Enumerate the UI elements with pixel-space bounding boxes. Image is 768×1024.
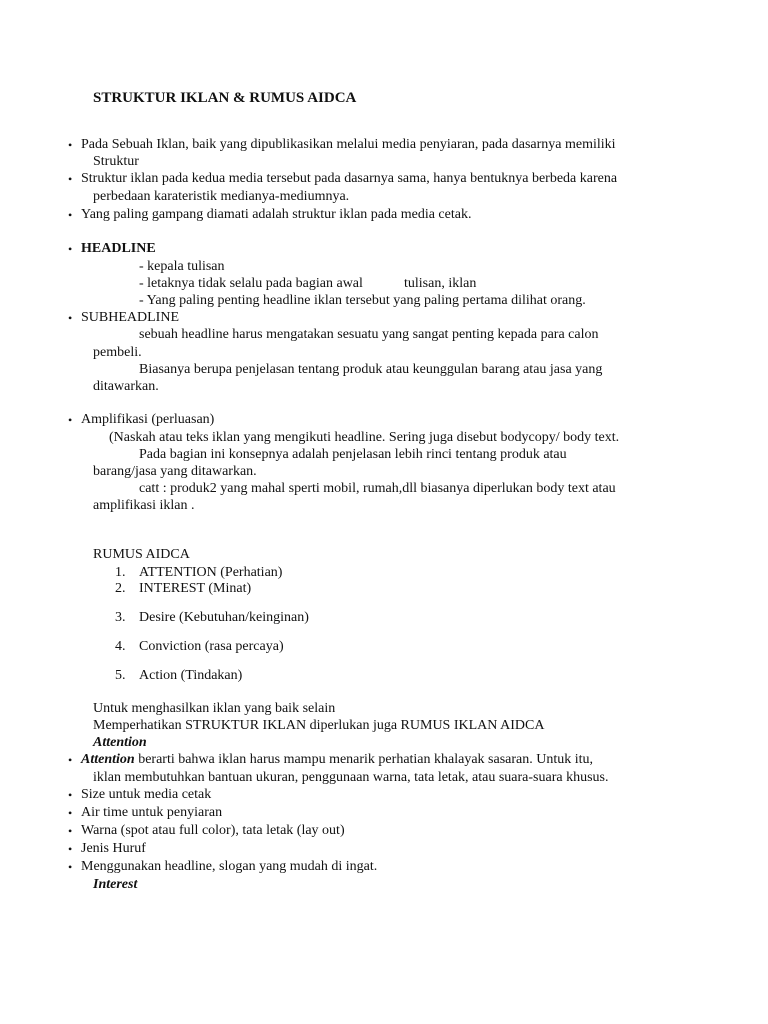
rumus-item-text: Action (Tindakan) [139, 668, 243, 683]
subheadline-p1-line-1: sebuah headline harus mengatakan sesuatu yang sangat penting kepada para calon [139, 327, 599, 342]
rumus-item-number: 1. [115, 565, 126, 580]
attention-emphasis: Attention [81, 752, 135, 767]
bullet-marker: • [68, 138, 73, 152]
rumus-item-text: ATTENTION (Perhatian) [139, 565, 283, 580]
page-title: STRUKTUR IKLAN & RUMUS AIDCA [93, 90, 357, 106]
interest-heading: Interest [93, 877, 138, 892]
subheadline-p2-line-2: ditawarkan. [93, 379, 159, 394]
amplifikasi-line-3: barang/jasa yang ditawarkan. [93, 464, 257, 479]
rumus-item-number: 2. [115, 581, 126, 596]
bullet-marker: • [68, 413, 73, 427]
intro-bullet-1-line-2: Struktur [93, 154, 139, 169]
rumus-item-number: 3. [115, 610, 126, 625]
attention-bullet-1-line-2: iklan membutuhkan bantuan ukuran, penggunaan warna, tata letak, atau suara-suara khusus. [93, 770, 609, 785]
headline-label: HEADLINE [81, 241, 156, 256]
bullet-marker: • [68, 753, 73, 767]
attention-bullet-6: Menggunakan headline, slogan yang mudah di ingat. [81, 859, 378, 874]
subheadline-p2-line-1: Biasanya berupa penjelasan tentang produk atau keunggulan barang atau jasa yang [139, 362, 603, 377]
amplifikasi-line-2: Pada bagian ini konsepnya adalah penjelasan lebih rinci tentang produk atau [139, 447, 567, 462]
attention-bullet-2: Size untuk media cetak [81, 787, 212, 802]
bullet-marker: • [68, 208, 73, 222]
bullet-marker: • [68, 788, 73, 802]
rumus-item-number: 5. [115, 668, 126, 683]
headline-item-3: - Yang paling penting headline iklan tersebut yang paling pertama dilihat orang. [139, 293, 586, 308]
subheadline-label: SUBHEADLINE [81, 310, 179, 325]
attention-bullet-5: Jenis Huruf [81, 841, 146, 856]
bullet-marker: • [68, 172, 73, 186]
rumus-item-number: 4. [115, 639, 126, 654]
intro-bullet-2-line-2: perbedaan karateristik medianya-mediumnya. [93, 189, 350, 204]
attention-heading: Attention [93, 735, 147, 750]
headline-item-1: - kepala tulisan [139, 259, 225, 274]
bullet-marker: • [68, 860, 73, 874]
amplifikasi-label: Amplifikasi (perluasan) [81, 412, 215, 427]
subheadline-p1-line-2: pembeli. [93, 345, 142, 360]
rumus-item-text: Desire (Kebutuhan/keinginan) [139, 610, 309, 625]
closing-line-2: Memperhatikan STRUKTUR IKLAN diperlukan juga RUMUS IKLAN AIDCA [93, 718, 545, 733]
amplifikasi-line-1: (Naskah atau teks iklan yang mengikuti headline. Sering juga disebut bodycopy/ body text. [109, 430, 620, 445]
rumus-item-text: INTEREST (Minat) [139, 581, 252, 596]
bullet-marker: • [68, 824, 73, 838]
headline-item-2a: - letaknya tidak selalu pada bagian awal [139, 276, 363, 291]
attention-bullet-1-line-1 [81, 751, 593, 768]
bullet-marker: • [68, 842, 73, 856]
headline-item-2b: tulisan, iklan [404, 276, 477, 291]
intro-bullet-3: Yang paling gampang diamati adalah struktur iklan pada media cetak. [81, 207, 472, 222]
attention-bullet-4: Warna (spot atau full color), tata letak (lay out) [81, 823, 345, 838]
bullet-marker: • [68, 806, 73, 820]
attention-bullet-3: Air time untuk penyiaran [81, 805, 223, 820]
bullet-marker: • [68, 311, 73, 325]
bullet-marker: • [68, 242, 73, 256]
amplifikasi-line-4: catt : produk2 yang mahal sperti mobil, rumah,dll biasanya diperlukan body text atau [139, 481, 616, 496]
rumus-label: RUMUS AIDCA [93, 547, 190, 562]
closing-line-1: Untuk menghasilkan iklan yang baik selain [93, 701, 336, 716]
amplifikasi-line-5: amplifikasi iklan . [93, 498, 195, 513]
intro-bullet-1-line-1: Pada Sebuah Iklan, baik yang dipublikasikan melalui media penyiaran, pada dasarnya memiliki [81, 137, 616, 152]
rumus-item-text: Conviction (rasa percaya) [139, 639, 284, 654]
attention-bullet-1-text: berarti bahwa iklan harus mampu menarik perhatian khalayak sasaran. Untuk itu, [134, 752, 594, 767]
intro-bullet-2-line-1: Struktur iklan pada kedua media tersebut pada dasarnya sama, hanya bentuknya berbeda karena [81, 171, 618, 186]
